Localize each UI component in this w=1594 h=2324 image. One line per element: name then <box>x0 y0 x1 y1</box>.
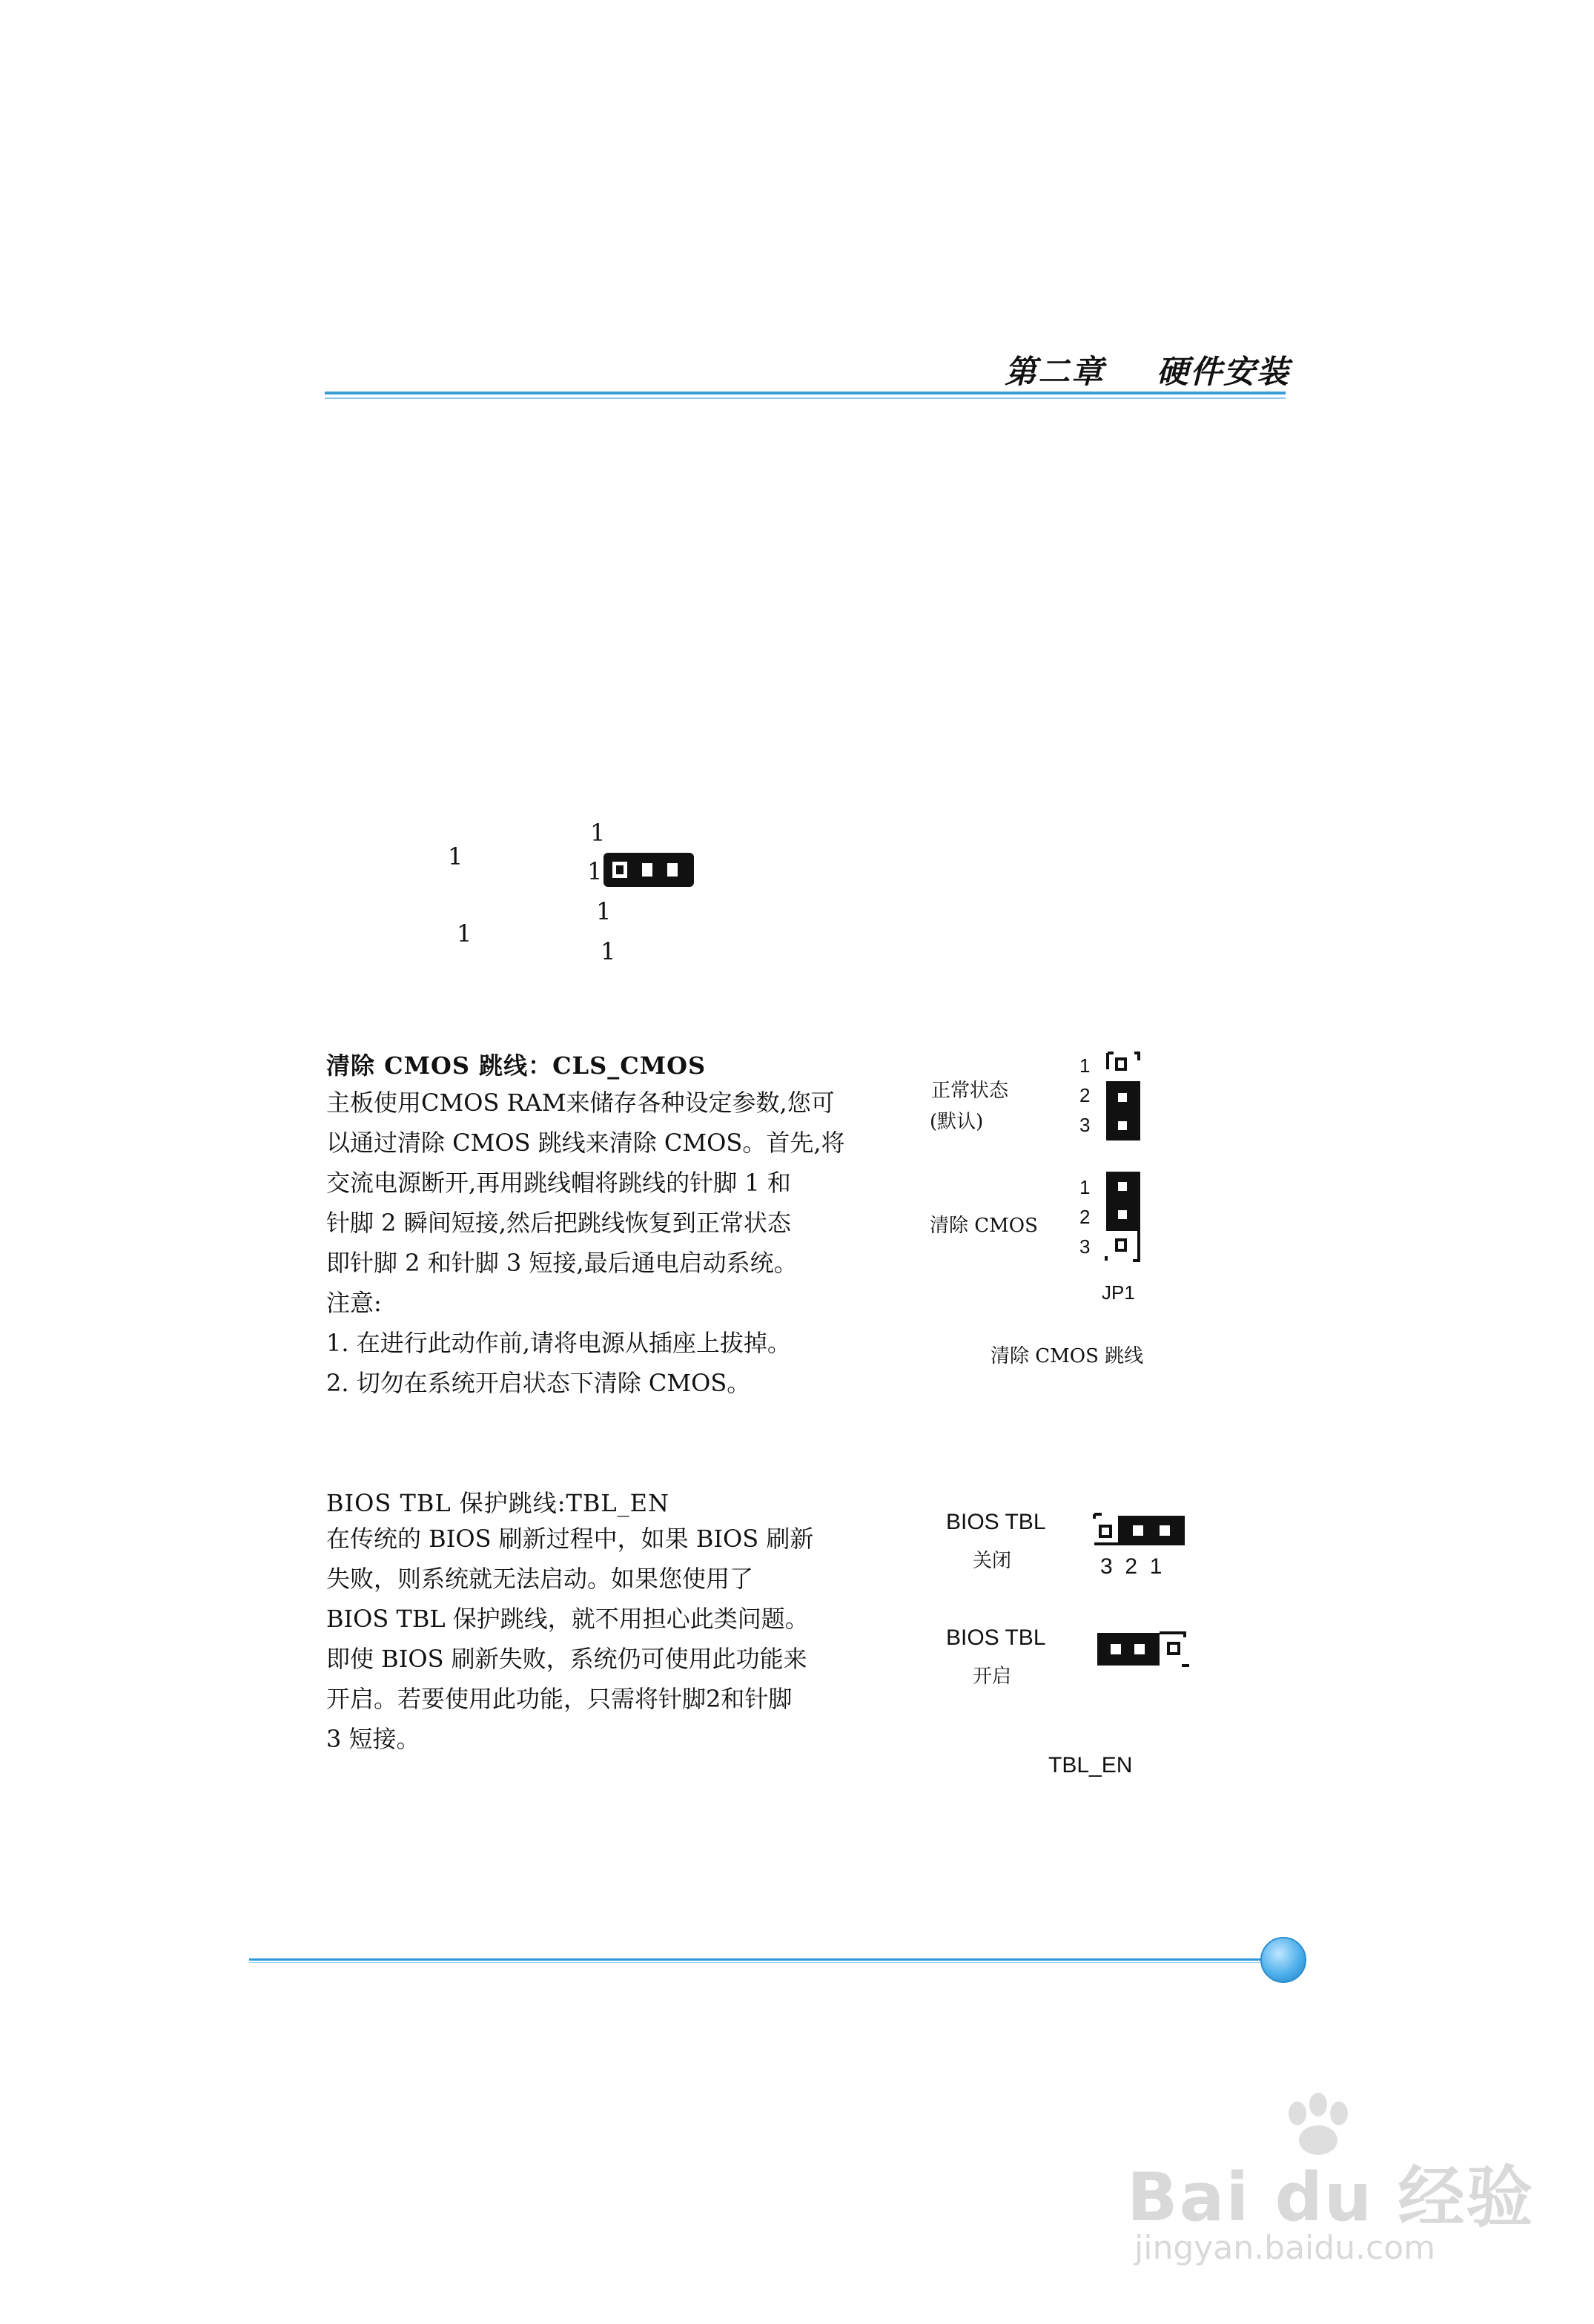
pin-label: 1 <box>457 920 472 948</box>
cmos-section-title: 清除 CMOS 跳线：CLS_CMOS <box>326 1052 707 1080</box>
text-line: 3 短接。 <box>326 1725 420 1753</box>
pin-number: 3 <box>1079 1235 1091 1258</box>
header-rule-accent <box>325 397 1286 399</box>
text-line: 交流电源断开,再用跳线帽将跳线的针脚 1 和 <box>326 1169 791 1197</box>
pin-number: 2 <box>1079 1206 1091 1228</box>
tbl-pin-numbers: 3 2 1 <box>1100 1554 1163 1579</box>
chapter-header <box>964 347 1290 392</box>
text-line: 即针脚 2 和针脚 3 短接,最后通电启动系统。 <box>326 1249 798 1277</box>
tbl-description <box>326 1519 845 1759</box>
jumper-tbl-off-icon <box>1091 1511 1188 1556</box>
pin-label: 1 <box>601 937 616 965</box>
cmos-figure-caption: 清除 CMOS 跳线 <box>991 1345 1144 1367</box>
jumper-tbl-on-icon <box>1096 1628 1192 1673</box>
jumper-name: JP1 <box>1102 1281 1135 1304</box>
text-line: 以通过清除 CMOS 跳线来清除 CMOS。首先,将 <box>326 1129 845 1157</box>
footer-rule <box>249 1958 1266 1961</box>
pin-label: 1 <box>448 842 463 871</box>
tbl-section-title: BIOS TBL 保护跳线:TBL_EN <box>326 1489 670 1517</box>
pin-label: 1 <box>590 819 606 847</box>
text-line: BIOS TBL 保护跳线，就不用担心此类问题。 <box>326 1605 809 1633</box>
pin-number: 3 <box>1079 1114 1091 1136</box>
jumper-clear-icon <box>1100 1170 1146 1264</box>
page-marker-icon <box>1260 1937 1306 1983</box>
pin-label: 1 <box>587 857 603 885</box>
clear-cmos-label: 清除 CMOS <box>930 1215 1038 1237</box>
watermark-url: jingyan.baidu.com <box>1134 2229 1436 2267</box>
normal-state-default: (默认) <box>930 1111 984 1133</box>
chapter-number: 第二章 <box>1005 354 1105 391</box>
header-rule <box>325 392 1286 395</box>
watermark <box>1127 2091 1535 2269</box>
tbl-on-sub: 开启 <box>973 1666 1012 1688</box>
normal-state-label: 正常状态 <box>931 1080 1009 1102</box>
pin-number: 1 <box>1079 1054 1091 1077</box>
pin-number: 2 <box>1079 1084 1091 1106</box>
pin-label: 1 <box>596 897 612 925</box>
text-line: 开启。若要使用此功能，只需将针脚2和针脚 <box>326 1685 793 1713</box>
watermark-brand: Bai du 经验 <box>1127 2159 1535 2236</box>
jumper-normal-icon <box>1100 1050 1146 1142</box>
note-item: 2. 切勿在系统开启状态下清除 CMOS。 <box>326 1369 751 1397</box>
text-line: 即使 BIOS 刷新失败，系统仍可使用此功能来 <box>326 1645 807 1673</box>
jumper-icon <box>602 851 697 891</box>
tbl-figure-caption: TBL_EN <box>1048 1753 1133 1777</box>
note-label: 注意: <box>326 1289 382 1317</box>
tbl-on-label: BIOS TBL <box>946 1625 1046 1650</box>
cmos-description <box>326 1083 845 1403</box>
tbl-off-sub: 关闭 <box>973 1550 1012 1572</box>
note-item: 1. 在进行此动作前,请将电源从插座上拔掉。 <box>326 1329 791 1357</box>
text-line: 失败，则系统就无法启动。如果您使用了 <box>326 1565 754 1593</box>
chapter-title: 硬件安装 <box>1157 354 1290 391</box>
text-line: 主板使用CMOS RAM来储存各种设定参数,您可 <box>326 1089 835 1117</box>
tbl-off-label: BIOS TBL <box>946 1510 1046 1534</box>
text-line: 在传统的 BIOS 刷新过程中，如果 BIOS 刷新 <box>326 1525 814 1553</box>
footer-rule-accent <box>249 1962 1266 1963</box>
text-line: 针脚 2 瞬间短接,然后把跳线恢复到正常状态 <box>326 1209 791 1237</box>
pin-number: 1 <box>1079 1176 1091 1198</box>
